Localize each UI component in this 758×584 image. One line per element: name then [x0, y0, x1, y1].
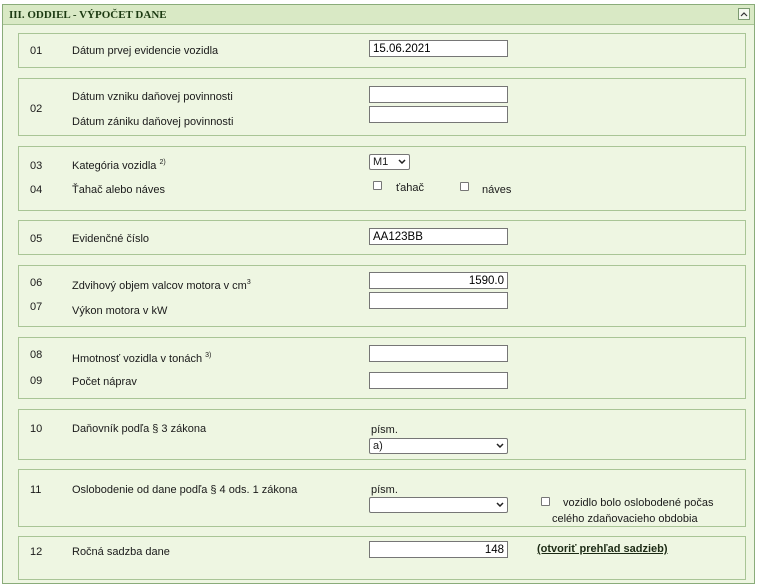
tax-end-input[interactable] [369, 106, 508, 123]
trailer-checkbox[interactable] [460, 182, 469, 191]
exemption-label: Oslobodenie od dane podľa § 4 ods. 1 zákona [72, 484, 298, 496]
taxpayer-select[interactable] [369, 438, 508, 454]
letter-label: písm. [371, 484, 398, 496]
engine-capacity-label [72, 279, 251, 292]
footnote-ref: 3) [205, 352, 212, 359]
axle-count-label: Počet náprav [72, 376, 137, 388]
chevron-down-icon [496, 502, 504, 507]
engine-capacity-input[interactable] [369, 272, 508, 289]
row-number: 09 [30, 375, 43, 387]
collapse-button[interactable] [738, 8, 750, 20]
registration-number-input[interactable] [369, 228, 508, 245]
axle-count-input[interactable] [369, 372, 508, 389]
row-number: 12 [30, 546, 43, 558]
row-number: 04 [30, 184, 43, 196]
registration-number-label: Evidenčné číslo [72, 233, 150, 245]
row-number: 03 [30, 160, 43, 172]
open-rates-overview-link[interactable]: (otvoriť prehľad sadzieb) [537, 543, 668, 555]
exempt-whole-period-checkbox[interactable] [541, 497, 550, 506]
trailer-option-label: náves [482, 184, 512, 196]
row-number: 07 [30, 301, 43, 313]
row-number: 06 [30, 277, 43, 289]
section-header [3, 5, 754, 25]
engine-power-input[interactable] [369, 292, 508, 309]
row-number: 05 [30, 233, 43, 245]
annual-tax-rate-input[interactable] [369, 541, 508, 558]
vehicle-weight-input[interactable] [369, 345, 508, 362]
chevron-up-icon [740, 12, 748, 17]
tax-start-input[interactable] [369, 86, 508, 103]
taxpayer-label: Daňovník podľa § 3 zákona [72, 423, 207, 435]
row-number: 02 [30, 103, 43, 115]
tax-end-label: Dátum zániku daňovej povinnosti [72, 116, 234, 128]
exempt-whole-period-label-line2: celého zdaňovacieho obdobia [552, 513, 698, 525]
first-registration-label: Dátum prvej evidencie vozidla [72, 45, 219, 57]
engine-power-label: Výkon motora v kW [72, 305, 168, 317]
unit-superscript: 3 [246, 279, 251, 286]
selected-value: a) [373, 440, 383, 452]
vehicle-category-text: Kategória vozidla [72, 160, 157, 172]
chevron-down-icon [496, 443, 504, 448]
vehicle-weight-label [72, 352, 211, 365]
first-registration-input[interactable] [369, 40, 508, 57]
section-title: III. ODDIEL - VÝPOČET DANE [9, 9, 167, 21]
footnote-ref: 2) [159, 159, 166, 166]
tractor-option-label: ťahač [396, 182, 424, 194]
row-number: 08 [30, 349, 43, 361]
letter-label: písm. [371, 424, 398, 436]
engine-capacity-text: Zdvihový objem valcov motora v cm [72, 280, 247, 292]
row-number: 10 [30, 423, 43, 435]
vehicle-category-select[interactable] [369, 154, 410, 170]
selected-value: M1 [373, 156, 389, 168]
annual-tax-rate-label: Ročná sadzba dane [72, 546, 170, 558]
chevron-down-icon [398, 159, 406, 164]
vehicle-category-label [72, 159, 166, 172]
exemption-select[interactable] [369, 497, 508, 513]
exempt-whole-period-label-line1: vozidlo bolo oslobodené počas [563, 497, 714, 509]
tax-start-label: Dátum vzniku daňovej povinnosti [72, 91, 233, 103]
vehicle-weight-text: Hmotnosť vozidla v tonách [72, 353, 203, 365]
row-number: 01 [30, 45, 43, 57]
tractor-checkbox[interactable] [373, 181, 382, 190]
tractor-trailer-label: Ťahač alebo náves [72, 184, 165, 196]
row-number: 11 [30, 484, 42, 496]
